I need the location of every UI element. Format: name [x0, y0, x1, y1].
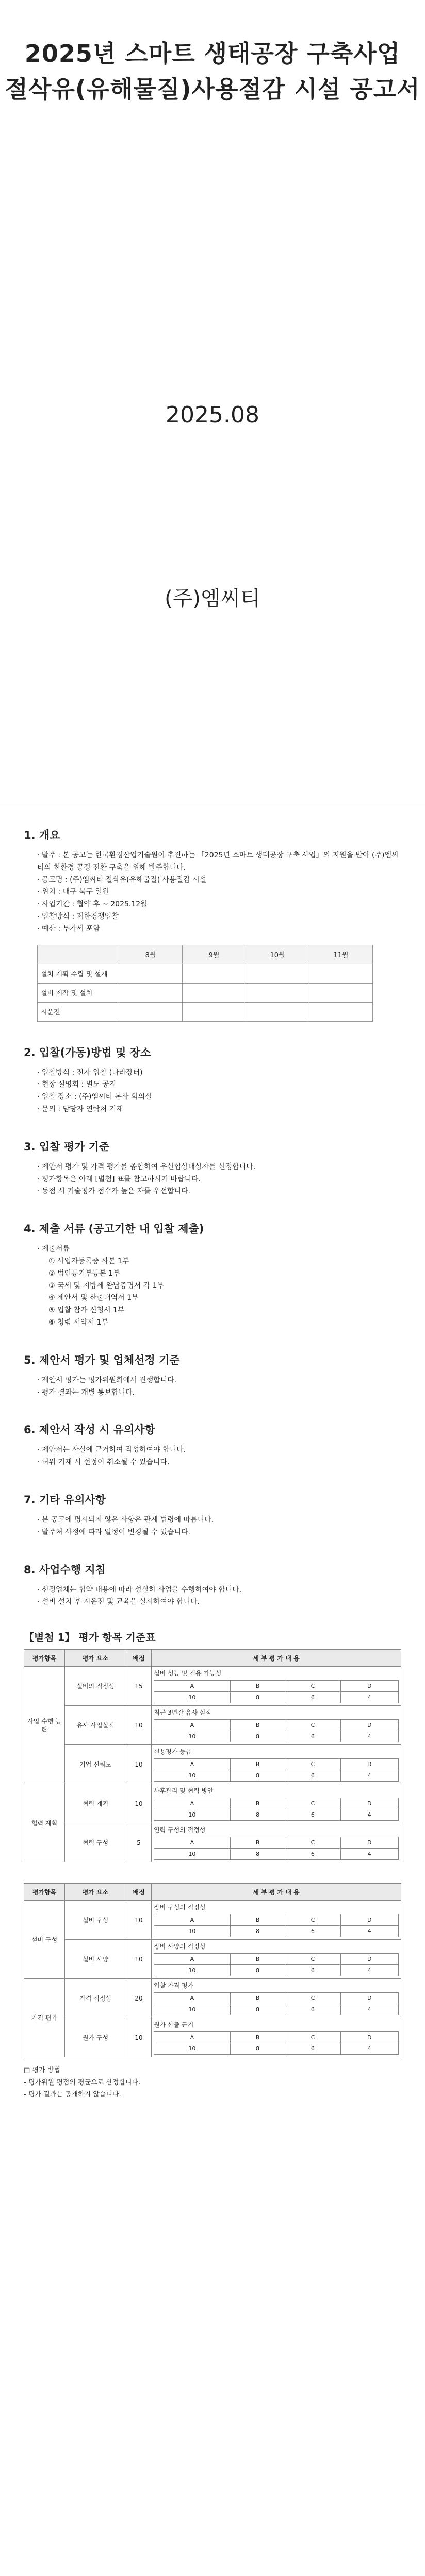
section-item: · 본 공고에 명시되지 않은 사항은 관계 법령에 따릅니다. — [37, 1515, 214, 1524]
schedule-header: 11월 — [309, 945, 373, 964]
grade-score: 6 — [285, 1731, 340, 1742]
eval-category: 사업 수행 능력 — [24, 1667, 65, 1784]
grade-label: C — [285, 1837, 340, 1849]
grade-score: 10 — [154, 1770, 231, 1782]
grade-label: D — [340, 1681, 398, 1692]
schedule-cell — [183, 983, 246, 1002]
section-title: 8. 사업수행 지침 — [24, 1563, 106, 1576]
eval-detail — [152, 2018, 401, 2057]
title-line-2: 절삭유(유해물질)사용절감 시설 공고서 — [5, 75, 420, 103]
grade-score: 10 — [154, 1731, 231, 1742]
section-title: 3. 입찰 평가 기준 — [24, 1140, 110, 1153]
section-item: ⑤ 입찰 참가 신청서 1부 — [48, 1306, 125, 1315]
schedule-row-label: 설비 제작 및 설치 — [38, 983, 119, 1002]
cover-date: 2025.08 — [166, 402, 259, 428]
eval-element: 설비 구성 — [65, 1901, 126, 1940]
section-title: 6. 제안서 작성 시 유의사항 — [24, 1423, 155, 1436]
eval-detail-text: 장비 구성의 적정성 — [154, 1904, 206, 1911]
eval-header: 평가 요소 — [65, 1650, 126, 1667]
grade-label: A — [154, 1993, 231, 2004]
annex-title: 【별첨 1】 평가 항목 기준표 — [24, 1631, 156, 1644]
grade-label: C — [285, 1993, 340, 2004]
eval-detail-text: 최근 3년간 유사 실적 — [154, 1709, 211, 1717]
grade-table — [154, 1914, 399, 1937]
schedule-cell — [119, 964, 183, 983]
section-item: · 평가 결과는 개별 통보합니다. — [37, 1388, 135, 1397]
eval-score: 10 — [126, 2018, 152, 2057]
eval-header: 세 부 평 가 내 용 — [152, 1884, 401, 1901]
eval-element: 협력 구성 — [65, 1823, 126, 1862]
grade-table — [154, 1798, 399, 1821]
section-item: · 입찰방식 : 제한경쟁입찰 — [37, 912, 119, 921]
grade-score: 8 — [230, 1849, 285, 1860]
section-item: · 공고명 : (주)엠씨티 절삭유(유해물질) 사용절감 시설 — [37, 875, 207, 884]
eval-score: 15 — [126, 1667, 152, 1706]
title-line-1: 2025년 스마트 생태공장 구축사업 — [24, 40, 401, 67]
grade-label: C — [285, 1798, 340, 1809]
grade-score: 4 — [340, 1731, 398, 1742]
eval-header: 평가항목 — [24, 1650, 65, 1667]
grade-score: 10 — [154, 1692, 231, 1703]
section-item: ② 법인등기부등본 1부 — [48, 1269, 120, 1278]
section-title: 5. 제안서 평가 및 업체선정 기준 — [24, 1353, 180, 1366]
grade-score: 8 — [230, 1926, 285, 1937]
grade-table — [154, 1837, 399, 1860]
eval-category: 설비 구성 — [24, 1901, 65, 1979]
section-item: ① 사업자등록증 사본 1부 — [48, 1257, 129, 1265]
grade-label: B — [230, 1681, 285, 1692]
grade-label: A — [154, 1954, 231, 1965]
grade-table — [154, 1680, 399, 1703]
schedule-header: 9월 — [183, 945, 246, 964]
schedule-cell — [183, 964, 246, 983]
eval-detail — [152, 1784, 401, 1823]
grade-label: A — [154, 1798, 231, 1809]
note-line: □ 평가 방법 — [24, 2066, 60, 2075]
section-item: · 제안서 평가는 평가위원회에서 진행합니다. — [37, 1376, 177, 1384]
grade-score: 10 — [154, 1849, 231, 1860]
eval-score: 10 — [126, 1784, 152, 1823]
grade-label: A — [154, 2032, 231, 2043]
eval-score: 10 — [126, 1745, 152, 1784]
schedule-header — [38, 945, 119, 964]
grade-score: 10 — [154, 2004, 231, 2015]
grade-score: 10 — [154, 1809, 231, 1821]
section-item: · 발주처 사정에 따라 일정이 변경될 수 있습니다. — [37, 1528, 191, 1536]
grade-score: 6 — [285, 2043, 340, 2055]
grade-label: A — [154, 1681, 231, 1692]
eval-detail-text: 입찰 가격 평가 — [154, 1982, 194, 1990]
grade-label: D — [340, 1798, 398, 1809]
sections-container — [0, 827, 425, 1608]
grade-score: 6 — [285, 1926, 340, 1937]
section-title: 7. 기타 유의사항 — [24, 1493, 106, 1506]
grade-label: C — [285, 1720, 340, 1731]
note-line: - 평가 결과는 공개하지 않습니다. — [24, 2090, 121, 2098]
schedule-row-label: 설치 계획 수립 및 설계 — [38, 964, 119, 983]
section-item: · 선정업체는 협약 내용에 따라 성실히 사업을 수행하여야 합니다. — [37, 1585, 242, 1594]
grade-label: C — [285, 1681, 340, 1692]
grade-label: B — [230, 1993, 285, 2004]
grade-label: B — [230, 2032, 285, 2043]
eval-element: 설비의 적정성 — [65, 1667, 126, 1706]
eval-element: 설비 사양 — [65, 1940, 126, 1979]
grade-label: A — [154, 1759, 231, 1770]
grade-score: 6 — [285, 1770, 340, 1782]
grade-label: B — [230, 1954, 285, 1965]
grade-score: 8 — [230, 1692, 285, 1703]
schedule-cell — [246, 1002, 309, 1021]
grade-label: D — [340, 1720, 398, 1731]
eval-detail-text: 원가 산출 근거 — [154, 2021, 194, 2029]
grade-score: 10 — [154, 1926, 231, 1937]
schedule-cell — [246, 983, 309, 1002]
grade-score: 8 — [230, 1809, 285, 1821]
grade-label: D — [340, 2032, 398, 2043]
section-title: 2. 입찰(가동)방법 및 장소 — [24, 1046, 151, 1059]
eval-header: 배점 — [126, 1884, 152, 1901]
schedule-table — [37, 945, 373, 1022]
grade-score: 6 — [285, 1849, 340, 1860]
grade-score: 8 — [230, 1731, 285, 1742]
grade-table — [154, 1953, 399, 1976]
eval-detail-text: 설비 성능 및 적용 가능성 — [154, 1670, 222, 1677]
section-item: · 예산 : 부가세 포함 — [37, 924, 100, 933]
grade-label: D — [340, 1914, 398, 1926]
eval-element: 기업 신뢰도 — [65, 1745, 126, 1784]
eval-detail — [152, 1940, 401, 1979]
grade-label: C — [285, 2032, 340, 2043]
schedule-cell — [119, 983, 183, 1002]
section-item: · 동점 시 기술평가 점수가 높은 자를 우선합니다. — [37, 1187, 191, 1196]
schedule-header: 8월 — [119, 945, 183, 964]
eval-detail — [152, 1823, 401, 1862]
grade-label: A — [154, 1720, 231, 1731]
grade-label: B — [230, 1798, 285, 1809]
note-line: - 평가위원 평점의 평균으로 산정합니다. — [24, 2078, 141, 2087]
grade-label: B — [230, 1837, 285, 1849]
schedule-cell — [309, 1002, 373, 1021]
section-item: ④ 제안서 및 산출내역서 1부 — [48, 1294, 139, 1302]
grade-label: A — [154, 1914, 231, 1926]
section-title: 4. 제출 서류 (공고기한 내 입찰 제출) — [24, 1223, 204, 1235]
schedule-cell — [119, 1002, 183, 1021]
eval-score: 5 — [126, 1823, 152, 1862]
cover-organization: (주)엠씨티 — [165, 587, 260, 611]
eval-score: 20 — [126, 1979, 152, 2018]
section-item: · 설비 설치 후 시운전 및 교육을 실시하여야 합니다. — [37, 1598, 200, 1606]
grade-score: 4 — [340, 1692, 398, 1703]
section-item: · 발주 : 본 공고는 한국환경산업기술원이 추진하는 「2025년 스마트 생태공장 구축 사업」의 지원을 받아 (주)엠씨티의 친환경 공정 전환 구축을 위해 발주합니다. — [37, 851, 399, 872]
grade-label: B — [230, 1720, 285, 1731]
notes-section — [0, 2057, 425, 2131]
grade-score: 10 — [154, 1965, 231, 1976]
eval-detail-text: 인력 구성의 적정성 — [154, 1826, 206, 1834]
schedule-row-label: 시운전 — [38, 1002, 119, 1021]
grade-label: A — [154, 1837, 231, 1849]
grade-label: C — [285, 1759, 340, 1770]
section-item: · 평가항목은 아래 [별첨] 표를 참고하시기 바랍니다. — [37, 1175, 201, 1183]
eval-header: 평가 요소 — [65, 1884, 126, 1901]
eval-detail — [152, 1745, 401, 1784]
grade-label: D — [340, 1993, 398, 2004]
schedule-cell — [309, 983, 373, 1002]
grade-score: 4 — [340, 2004, 398, 2015]
eval-detail-text: 사후관리 및 협력 방안 — [154, 1787, 214, 1795]
section-item: ③ 국세 및 지방세 완납증명서 각 1부 — [48, 1281, 164, 1290]
schedule-header: 10월 — [246, 945, 309, 964]
eval-score: 10 — [126, 1706, 152, 1745]
grade-table — [154, 2031, 399, 2055]
section-item: · 문의 : 담당자 연락처 기재 — [37, 1105, 123, 1113]
eval-detail — [152, 1706, 401, 1745]
section-item: · 위치 : 대구 북구 일원 — [37, 888, 109, 896]
schedule-cell — [246, 964, 309, 983]
grade-label: D — [340, 1954, 398, 1965]
grade-score: 4 — [340, 1770, 398, 1782]
cover-page — [0, 0, 425, 804]
grade-score: 4 — [340, 1926, 398, 1937]
eval-category: 가격 평가 — [24, 1979, 65, 2057]
grade-score: 6 — [285, 2004, 340, 2015]
section-item: · 제안서 평가 및 가격 평가를 종합하여 우선협상대상자를 선정합니다. — [37, 1162, 256, 1171]
section-item: · 사업기간 : 협약 후 ~ 2025.12월 — [37, 900, 148, 909]
grade-label: B — [230, 1914, 285, 1926]
grade-score: 6 — [285, 1692, 340, 1703]
eval-detail — [152, 1979, 401, 2018]
grade-label: B — [230, 1759, 285, 1770]
grade-score: 10 — [154, 2043, 231, 2055]
eval-detail — [152, 1901, 401, 1940]
grade-score: 8 — [230, 2043, 285, 2055]
grade-score: 8 — [230, 1965, 285, 1976]
evaluation-table-2 — [24, 1883, 401, 2057]
grade-table — [154, 1992, 399, 2015]
evaluation-table — [24, 1649, 401, 1862]
eval-header: 배점 — [126, 1650, 152, 1667]
section-item: · 제안서는 사실에 근거하여 작성하여야 합니다. — [37, 1446, 186, 1454]
grade-label: C — [285, 1954, 340, 1965]
grade-score: 6 — [285, 1965, 340, 1976]
grade-label: D — [340, 1759, 398, 1770]
grade-score: 4 — [340, 2043, 398, 2055]
eval-category: 협력 계획 — [24, 1784, 65, 1862]
grade-score: 8 — [230, 1770, 285, 1782]
section-item: · 입찰 장소 : (주)엠씨티 본사 회의실 — [37, 1093, 152, 1101]
eval-element: 가격 적정성 — [65, 1979, 126, 2018]
grade-label: D — [340, 1837, 398, 1849]
eval-detail-text: 장비 사양의 적정성 — [154, 1943, 206, 1951]
grade-score: 4 — [340, 1809, 398, 1821]
eval-element: 유사 사업실적 — [65, 1706, 126, 1745]
schedule-cell — [309, 964, 373, 983]
section-item: · 현장 설명회 : 별도 공지 — [37, 1080, 117, 1089]
grade-table — [154, 1758, 399, 1782]
eval-detail-text: 신용평가 등급 — [154, 1748, 192, 1756]
grade-score: 4 — [340, 1849, 398, 1860]
grade-score: 8 — [230, 2004, 285, 2015]
eval-header: 평가항목 — [24, 1884, 65, 1901]
section-item: · 제출서류 — [37, 1245, 70, 1253]
grade-score: 4 — [340, 1965, 398, 1976]
section-title: 1. 개요 — [24, 829, 60, 841]
eval-element: 원가 구성 — [65, 2018, 126, 2057]
grade-table — [154, 1719, 399, 1742]
grade-score: 6 — [285, 1809, 340, 1821]
eval-score: 10 — [126, 1940, 152, 1979]
eval-header: 세 부 평 가 내 용 — [152, 1650, 401, 1667]
section-item: · 입찰방식 : 전자 입찰 (나라장터) — [37, 1068, 143, 1077]
grade-label: C — [285, 1914, 340, 1926]
eval-score: 10 — [126, 1901, 152, 1940]
schedule-cell — [183, 1002, 246, 1021]
section-item: ⑥ 청렴 서약서 1부 — [48, 1318, 108, 1327]
document-title — [0, 0, 425, 107]
eval-element: 협력 계획 — [65, 1784, 126, 1823]
section-item: · 허위 기재 시 선정이 취소될 수 있습니다. — [37, 1458, 170, 1467]
eval-detail — [152, 1667, 401, 1706]
